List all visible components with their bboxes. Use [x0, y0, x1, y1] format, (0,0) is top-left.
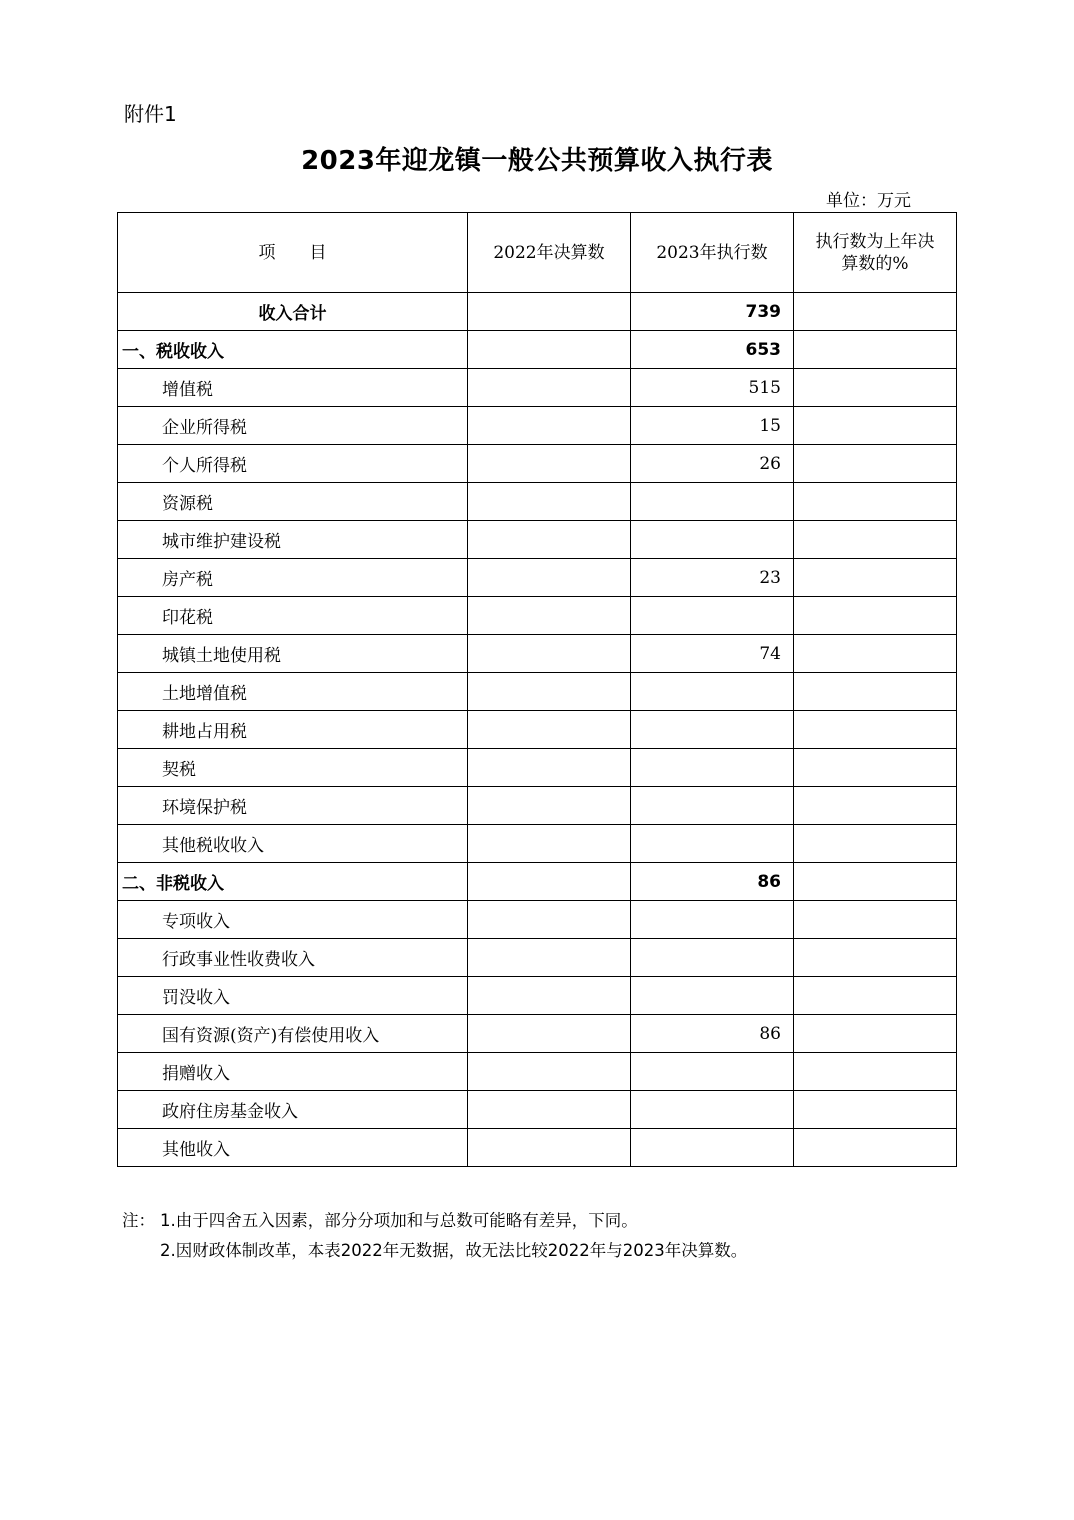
- cell-2023: 26: [631, 445, 794, 483]
- row-label: 专项收入: [118, 901, 468, 939]
- header-pct-text: 执行数为上年决算数的%: [815, 231, 935, 274]
- cell-2022: [468, 901, 631, 939]
- table-row: [118, 901, 957, 939]
- cell-2023: [631, 597, 794, 635]
- cell-2023: [631, 939, 794, 977]
- row-label: 城镇土地使用税: [118, 635, 468, 673]
- cell-2023: [631, 749, 794, 787]
- row-label: 一、税收收入: [118, 331, 468, 369]
- row-label: 行政事业性收费收入: [118, 939, 468, 977]
- header-2022: 2022年决算数: [468, 213, 631, 293]
- cell-2023: 86: [631, 1015, 794, 1053]
- cell-pct: [794, 1129, 957, 1167]
- row-label: 印花税: [118, 597, 468, 635]
- table-row: [118, 483, 957, 521]
- row-label: 企业所得税: [118, 407, 468, 445]
- cell-2023: 515: [631, 369, 794, 407]
- cell-2022: [468, 483, 631, 521]
- unit-label: 单位：万元: [826, 191, 911, 211]
- row-label: 耕地占用税: [118, 711, 468, 749]
- row-label: 增值税: [118, 369, 468, 407]
- cell-2023: [631, 521, 794, 559]
- cell-pct: [794, 483, 957, 521]
- row-label: 资源税: [118, 483, 468, 521]
- cell-2023: [631, 673, 794, 711]
- table-row: [118, 711, 957, 749]
- header-item: 项 目: [118, 213, 468, 293]
- cell-2023: [631, 901, 794, 939]
- cell-pct: [794, 1015, 957, 1053]
- cell-2022: [468, 977, 631, 1015]
- cell-2023: [631, 711, 794, 749]
- cell-pct: [794, 635, 957, 673]
- cell-pct: [794, 1091, 957, 1129]
- cell-pct: [794, 863, 957, 901]
- attachment-label: 附件1: [124, 102, 177, 126]
- cell-2022: [468, 1129, 631, 1167]
- cell-pct: [794, 749, 957, 787]
- table-row: [118, 407, 957, 445]
- cell-pct: [794, 901, 957, 939]
- cell-2022: [468, 1015, 631, 1053]
- cell-2022: [468, 445, 631, 483]
- row-label: 政府住房基金收入: [118, 1091, 468, 1129]
- cell-pct: [794, 673, 957, 711]
- table-row: [118, 597, 957, 635]
- cell-pct: [794, 787, 957, 825]
- cell-2022: [468, 1091, 631, 1129]
- document-title: 2023年迎龙镇一般公共预算收入执行表: [301, 146, 773, 176]
- header-row: [118, 213, 957, 293]
- table-row: [118, 673, 957, 711]
- header-2023: 2023年执行数: [631, 213, 794, 293]
- cell-2022: [468, 673, 631, 711]
- cell-2022: [468, 863, 631, 901]
- cell-2022: [468, 635, 631, 673]
- cell-pct: [794, 521, 957, 559]
- cell-pct: [794, 445, 957, 483]
- cell-2023: 86: [631, 863, 794, 901]
- cell-2022: [468, 331, 631, 369]
- table-row: [118, 369, 957, 407]
- table-row: [118, 559, 957, 597]
- cell-2023: 653: [631, 331, 794, 369]
- row-label: 收入合计: [118, 293, 468, 331]
- note-prefix: 注：: [122, 1211, 155, 1230]
- cell-pct: [794, 1053, 957, 1091]
- row-label: 城市维护建设税: [118, 521, 468, 559]
- cell-pct: [794, 559, 957, 597]
- cell-2022: [468, 939, 631, 977]
- cell-2023: 23: [631, 559, 794, 597]
- table-row: [118, 1053, 957, 1091]
- cell-pct: [794, 369, 957, 407]
- cell-2023: [631, 1129, 794, 1167]
- cell-2022: [468, 407, 631, 445]
- table-row: [118, 825, 957, 863]
- row-label: 二、非税收入: [118, 863, 468, 901]
- table-row: [118, 635, 957, 673]
- row-label: 房产税: [118, 559, 468, 597]
- cell-pct: [794, 977, 957, 1015]
- row-label: 土地增值税: [118, 673, 468, 711]
- cell-2022: [468, 711, 631, 749]
- cell-pct: [794, 939, 957, 977]
- cell-2022: [468, 1053, 631, 1091]
- cell-2023: 74: [631, 635, 794, 673]
- table-row: [118, 1129, 957, 1167]
- row-label: 其他税收收入: [118, 825, 468, 863]
- row-label: 个人所得税: [118, 445, 468, 483]
- cell-2023: [631, 787, 794, 825]
- cell-2022: [468, 749, 631, 787]
- row-label: 捐赠收入: [118, 1053, 468, 1091]
- cell-2023: 739: [631, 293, 794, 331]
- row-label: 其他收入: [118, 1129, 468, 1167]
- cell-pct: [794, 331, 957, 369]
- table-row: [118, 787, 957, 825]
- cell-pct: [794, 825, 957, 863]
- revenue-table: [117, 212, 957, 1167]
- note-item-1: 1.由于四舍五入因素，部分分项加和与总数可能略有差异，下同。: [160, 1211, 638, 1230]
- row-label: 国有资源(资产)有偿使用收入: [118, 1015, 468, 1053]
- cell-2023: [631, 1053, 794, 1091]
- row-label: 环境保护税: [118, 787, 468, 825]
- notes: [122, 1206, 747, 1266]
- cell-pct: [794, 597, 957, 635]
- table-body: [118, 293, 957, 1167]
- cell-2022: [468, 787, 631, 825]
- table-row: [118, 939, 957, 977]
- table-row: [118, 749, 957, 787]
- cell-2022: [468, 369, 631, 407]
- cell-2023: [631, 1091, 794, 1129]
- note-line-2: [122, 1236, 747, 1266]
- cell-2023: [631, 825, 794, 863]
- cell-pct: [794, 407, 957, 445]
- note-line-1: [122, 1206, 747, 1236]
- table-row: [118, 521, 957, 559]
- note-item-2: 2.因财政体制改革，本表2022年无数据，故无法比较2022年与2023年决算数。: [160, 1241, 748, 1260]
- cell-2022: [468, 293, 631, 331]
- table-row: [118, 445, 957, 483]
- table-row: [118, 1091, 957, 1129]
- row-label: 契税: [118, 749, 468, 787]
- table-row: [118, 293, 957, 331]
- table-row: [118, 331, 957, 369]
- cell-2023: 15: [631, 407, 794, 445]
- header-pct: [794, 213, 957, 293]
- cell-2022: [468, 559, 631, 597]
- table-row: [118, 1015, 957, 1053]
- cell-2022: [468, 521, 631, 559]
- cell-pct: [794, 711, 957, 749]
- cell-pct: [794, 293, 957, 331]
- cell-2022: [468, 825, 631, 863]
- table-row: [118, 977, 957, 1015]
- table-row: [118, 863, 957, 901]
- cell-2022: [468, 597, 631, 635]
- cell-2023: [631, 483, 794, 521]
- cell-2023: [631, 977, 794, 1015]
- row-label: 罚没收入: [118, 977, 468, 1015]
